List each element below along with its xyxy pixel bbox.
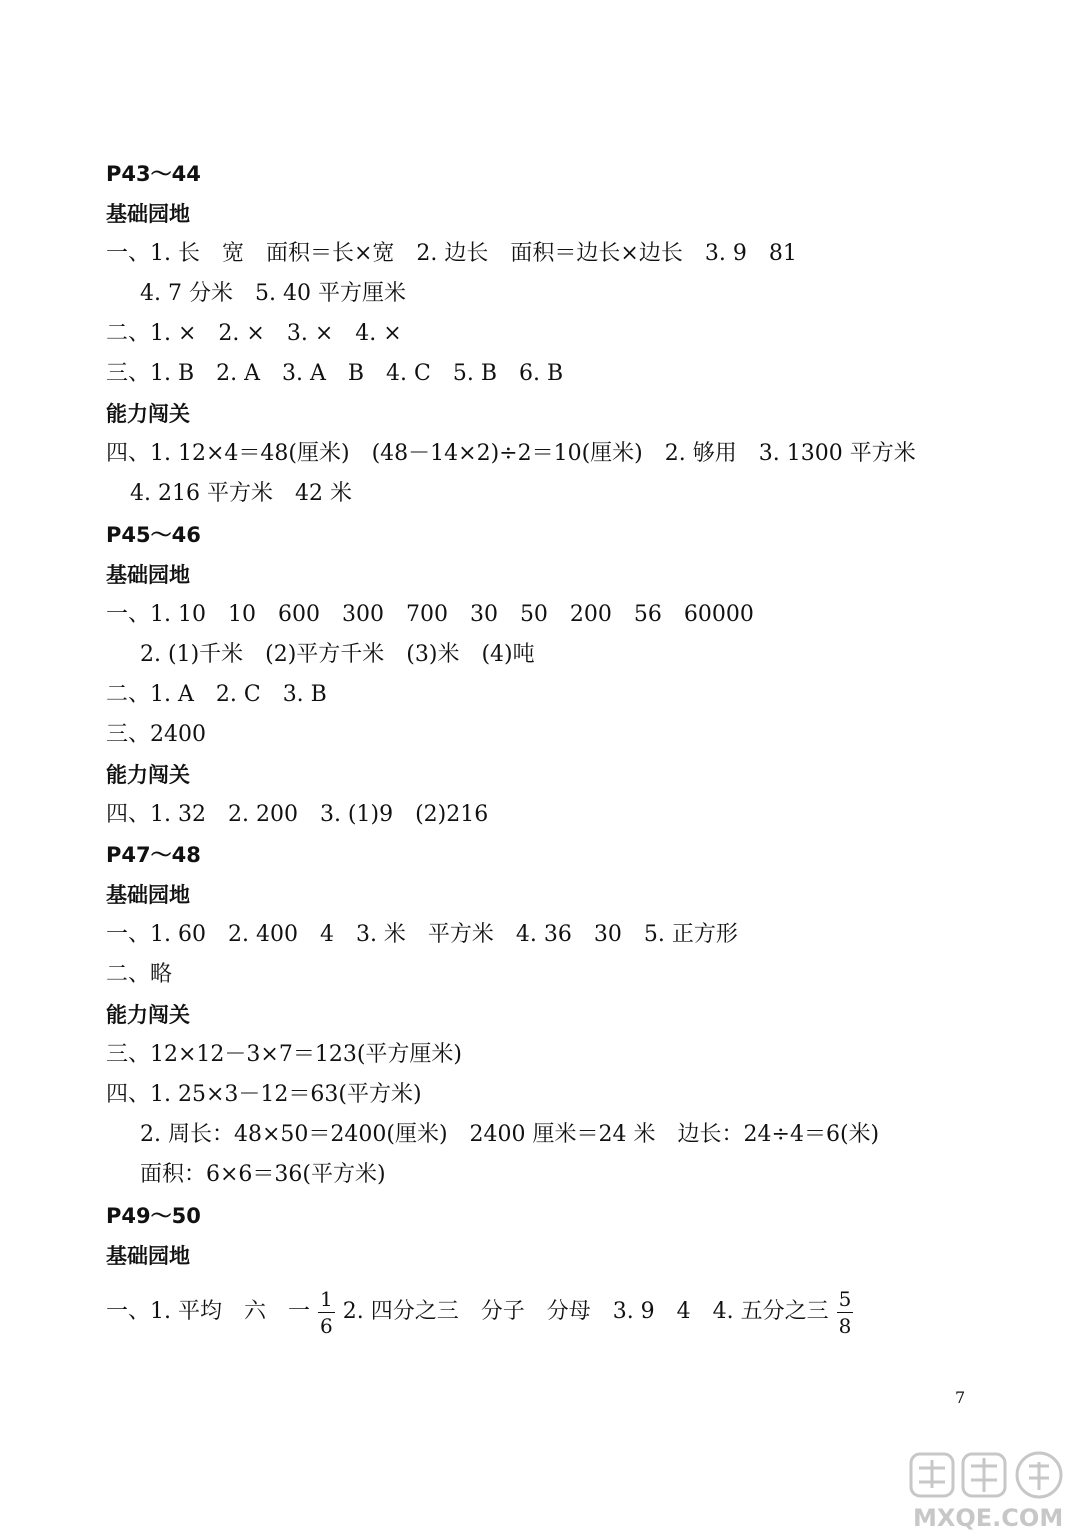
answer-text: 2. 四分之三 分子 分母 3. 9 4 4. 五分之三 <box>342 1299 829 1324</box>
answer-line: 四、1. 25×3－12＝63(平方米) <box>106 1082 422 1107</box>
subheading: 能力闯关 <box>106 402 190 426</box>
subheading: 能力闯关 <box>106 763 190 787</box>
section-title: P43～44 <box>106 162 201 186</box>
section-title: P45～46 <box>106 523 201 547</box>
answer-line: 4. 7 分米 5. 40 平方厘米 <box>140 281 406 306</box>
answer-line: 一、1. 60 2. 400 4 3. 米 平方米 4. 36 30 5. 正方形 <box>106 922 738 947</box>
section-title: P47～48 <box>106 843 201 867</box>
fraction <box>318 1288 335 1337</box>
answer-line: 2. (1)千米 (2)平方千米 (3)米 (4)吨 <box>140 642 535 667</box>
section-title: P49～50 <box>106 1204 201 1228</box>
answer-line: 4. 216 平方米 42 米 <box>130 481 352 506</box>
answer-line: 四、1. 12×4＝48(厘米) (48－14×2)÷2＝10(厘米) 2. 够用 3. 1300 平方米 <box>106 441 916 466</box>
answer-line: 三、1. B 2. A 3. A B 4. C 5. B 6. B <box>106 361 564 386</box>
subheading: 基础园地 <box>106 883 190 907</box>
subheading: 基础园地 <box>106 563 190 587</box>
svg-text:MXQE.COM: MXQE.COM <box>913 1504 1064 1532</box>
answer-line: 三、12×12－3×7＝123(平方厘米) <box>106 1042 463 1067</box>
subheading: 基础园地 <box>106 1244 190 1268</box>
answer-line-with-fractions <box>106 1284 861 1340</box>
fraction <box>837 1288 854 1337</box>
answer-line: 二、略 <box>106 962 173 987</box>
answer-line: 一、1. 长 宽 面积＝长×宽 2. 边长 面积＝边长×边长 3. 9 81 <box>106 241 797 266</box>
answer-line: 四、1. 32 2. 200 3. (1)9 (2)216 <box>106 802 489 827</box>
answer-line: 2. 周长：48×50＝2400(厘米) 2400 厘米＝24 米 边长：24÷4＝6(米) <box>140 1122 880 1147</box>
subheading: 基础园地 <box>106 202 190 226</box>
answer-text: 一、1. 平均 六 一 <box>106 1299 310 1324</box>
answer-line: 面积：6×6＝36(平方米) <box>140 1162 386 1187</box>
subheading: 能力闯关 <box>106 1003 190 1027</box>
fraction-numerator: 1 <box>319 1286 333 1311</box>
fraction-denominator: 8 <box>838 1313 852 1338</box>
page-number: 7 <box>955 1388 966 1407</box>
answer-line: 三、2400 <box>106 722 206 747</box>
answer-line: 二、1. × 2. × 3. × 4. × <box>106 321 402 346</box>
answer-line: 二、1. A 2. C 3. B <box>106 682 327 707</box>
fraction-numerator: 5 <box>838 1286 852 1311</box>
answer-line: 一、1. 10 10 600 300 700 30 50 200 56 60000 <box>106 602 754 627</box>
fraction-denominator: 6 <box>319 1313 333 1338</box>
watermark-logo <box>905 1448 1073 1534</box>
